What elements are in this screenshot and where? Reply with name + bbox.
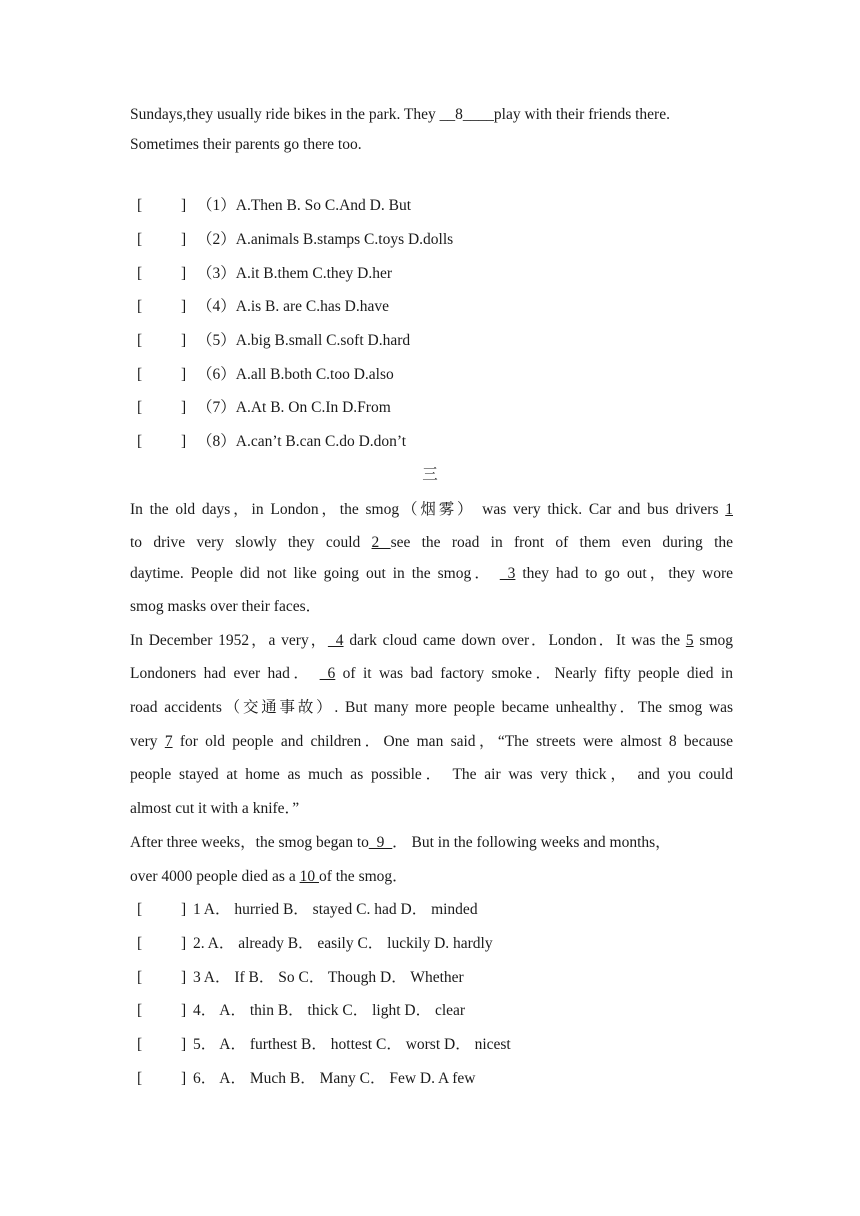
answer-bracket-close: ] [181,197,187,214]
option-text: 5． A． furthest B． hottest C． worst D． nicest [193,1036,511,1053]
blank-3: _3 [499,565,516,582]
answer-bracket-close: ] [181,399,187,416]
passage-line [130,732,733,752]
passage-line [130,564,733,584]
passage-text: almost cut it with a knife．” [130,800,300,817]
answer-bracket-open: [ [137,399,143,416]
option-text: （7）A.At B. On C.In D.From [197,399,391,416]
answer-bracket-close: ] [181,433,187,450]
option-row [137,264,392,284]
option-row [137,1001,465,1021]
option-row [137,230,453,250]
blank-4: _4 [328,632,344,649]
blank-8: __8____ [439,106,494,123]
passage-text: they had to go out，they wore [515,565,733,582]
option-row [137,1069,475,1089]
passage-text: Londoners had ever had． [130,665,320,682]
option-text: 4． A． thin B． thick C． light D． clear [193,1002,466,1019]
passage-text: of the smog． [318,868,408,885]
option-text: （6）A.all B.both C.too D.also [197,366,394,383]
answer-bracket-close: ] [181,298,187,315]
answer-bracket-open: [ [137,935,143,952]
option-text: （5）A.big B.small C.soft D.hard [197,332,411,349]
answer-bracket-open: [ [137,969,143,986]
passage-text: smog masks over their faces． [130,598,322,615]
answer-bracket-open: [ [137,332,143,349]
option-row [137,1035,511,1055]
option-text: （4）A.is B. are C.has D.have [197,298,389,315]
passage-text: Sundays,they usually ride bikes in the park. They [130,106,440,123]
passage-text: very [130,733,165,750]
passage-text: dark cloud came down over．London．It was the [343,632,686,649]
answer-bracket-close: ] [181,366,187,383]
option-text: 3 A． If B． So C． Though D． Whether [193,969,464,986]
answer-bracket-open: [ [137,433,143,450]
answer-bracket-close: ] [181,1002,187,1019]
answer-bracket-close: ] [181,332,187,349]
option-text: （8）A.can’t B.can C.do D.don’t [197,433,407,450]
option-row [137,365,394,385]
passage-line [130,533,733,553]
option-row [137,432,406,452]
passage-text: over 4000 people died as a [130,868,300,885]
passage-text: daytime. People did not like going out in the smog． [130,565,500,582]
passage-line [130,664,733,684]
passage-text: for old people and children．One man said，“The streets were almost 8 because [172,733,733,750]
section-heading: 三 [422,466,438,483]
option-row [137,196,411,216]
answer-bracket-close: ] [181,1036,187,1053]
answer-bracket-open: [ [137,1070,143,1087]
option-row [137,934,493,954]
answer-bracket-close: ] [181,969,187,986]
blank-7: 7 [164,733,173,750]
option-text: （1）A.Then B. So C.And D. But [197,197,411,214]
passage-text: people stayed at home as much as possible． The air was very thick， and you could [130,766,733,783]
option-text: 2. A． already B． easily C． luckily D. hardly [193,935,493,952]
answer-bracket-open: [ [137,298,143,315]
answer-bracket-close: ] [181,1070,187,1087]
option-row [137,900,478,920]
passage-text: In the old days，in London，the smog（烟雾） was very thick. Car and bus drivers [130,501,726,518]
passage-text: After three weeks，the smog began to [130,834,369,851]
passage-text: ． But in the following weeks and months， [392,834,671,851]
option-text: 1 A． hurried B． stayed C. had D． minded [193,901,478,918]
answer-bracket-close: ] [181,265,187,282]
answer-bracket-open: [ [137,366,143,383]
passage-text: road accidents（交通事故）. But many more people became unhealthy．The smog was [130,699,733,716]
answer-bracket-close: ] [181,231,187,248]
answer-bracket-open: [ [137,1002,143,1019]
passage-text: see the road in front of them even during the [390,534,734,551]
passage-line [130,698,733,718]
blank-10: 10 [299,868,319,885]
passage-line [130,500,733,520]
blank-9: _9_ [368,834,393,851]
passage-line [130,105,670,125]
passage-line [130,833,671,853]
passage-text: play with their friends there. [493,106,670,123]
answer-bracket-close: ] [181,935,187,952]
option-row [137,398,391,418]
passage-text: of it was bad factory smoke．Nearly fifty people died in [335,665,733,682]
answer-bracket-open: [ [137,197,143,214]
option-text: 6． A． Much B． Many C． Few D. A few [193,1070,476,1087]
blank-6: _6 [319,665,336,682]
blank-5: 5 [685,632,694,649]
passage-text: In December 1952，a very， [130,632,329,649]
passage-line [130,135,362,155]
option-row [137,331,410,351]
passage-line [130,799,299,819]
passage-text: to drive very slowly they could [130,534,372,551]
passage-line [130,867,408,887]
blank-2: 2 [371,534,391,551]
answer-bracket-close: ] [181,901,187,918]
answer-bracket-open: [ [137,901,143,918]
option-row [137,968,464,988]
passage-line [130,765,733,785]
passage-text: Sometimes their parents go there too. [130,136,362,153]
passage-line [130,631,733,651]
option-row [137,297,389,317]
answer-bracket-open: [ [137,1036,143,1053]
passage-text: smog [693,632,734,649]
answer-bracket-open: [ [137,265,143,282]
option-text: （2）A.animals B.stamps C.toys D.dolls [197,231,454,248]
answer-bracket-open: [ [137,231,143,248]
option-text: （3）A.it B.them C.they D.her [197,265,393,282]
blank-1: 1 [725,501,733,518]
passage-line [130,597,321,617]
